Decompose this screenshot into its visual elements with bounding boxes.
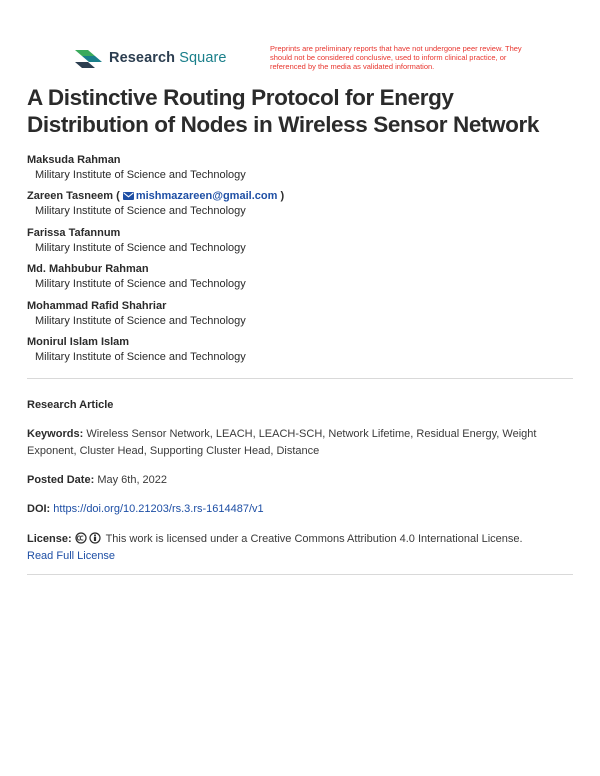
license-label: License: [27,533,72,545]
logo-word-research: Research [109,50,176,66]
author-name: Maksuda Rahman [27,154,121,166]
preprint-notice: Preprints are preliminary reports that have not undergone peer review. They should not be considered conclusive, used to inform clinical practice, or referenced by the media as validated information. [270,44,522,71]
posted-date-value: May 6th, 2022 [97,474,168,486]
author-name: Mohammad Rafid Shahriar [27,299,167,312]
logo-word-square: Square [179,50,227,66]
paper-title-line-2: Distribution of Nodes in Wireless Sensor Network [27,112,539,137]
logo-wordmark [109,50,227,66]
doi-block [27,501,557,518]
author-affiliation: Military Institute of Science and Technology [35,241,246,254]
email-close-paren: ) [280,190,285,203]
author-name: Monirul Islam Islam [27,335,130,348]
posted-date-label: Posted Date: [27,474,95,486]
research-square-logo-icon [75,47,103,69]
author-name-with-email [27,189,577,203]
paper-title-line-1: A Distinctive Routing Protocol for Energy [27,85,454,110]
license-block [27,531,557,565]
research-square-logo[interactable] [75,47,227,69]
author-affiliation: Military Institute of Science and Technology [35,278,246,291]
license-text: This work is licensed under a Creative Commons Attribution 4.0 International License. [105,533,523,545]
author-affiliation: Military Institute of Science and Technology [35,205,246,218]
author-entry [27,189,577,225]
section-divider [27,574,573,575]
creative-commons-icon [75,532,103,544]
article-type-label: Research Article [27,399,114,411]
author-list [27,153,577,371]
keywords-value: Wireless Sensor Network, LEACH, LEACH-SCH, Network Lifetime, Residual Energy, Weight Exponent, Cluster Head, Supporting Cluster Head, Distance [27,428,537,457]
author-email-link[interactable]: mishmazareen@gmail.com [135,190,278,203]
author-email-group [116,190,284,202]
author-name: Md. Mahbubur Rahman [27,263,149,276]
author-name: Zareen Tasneem [27,190,114,203]
author-affiliation: Military Institute of Science and Technology [35,350,246,363]
keywords-label: Keywords: [27,428,84,440]
author-entry [27,226,577,262]
author-name: Farissa Tafannum [27,226,121,239]
author-entry [27,299,577,335]
keywords-block [27,426,557,460]
paper-title [27,84,587,138]
author-entry [27,153,577,189]
read-full-license-link[interactable]: Read Full License [27,550,116,562]
author-entry [27,262,577,298]
email-open-paren: ( [116,190,120,203]
envelope-icon [123,192,134,200]
author-affiliation: Military Institute of Science and Technology [35,314,246,327]
doi-label: DOI: [27,503,51,515]
posted-date-block [27,472,557,489]
section-divider [27,378,573,379]
author-entry [27,335,577,371]
author-affiliation: Military Institute of Science and Technology [35,169,246,181]
article-type [27,397,557,414]
doi-link[interactable]: https://doi.org/10.21203/rs.3.rs-1614487/v1 [53,503,264,515]
